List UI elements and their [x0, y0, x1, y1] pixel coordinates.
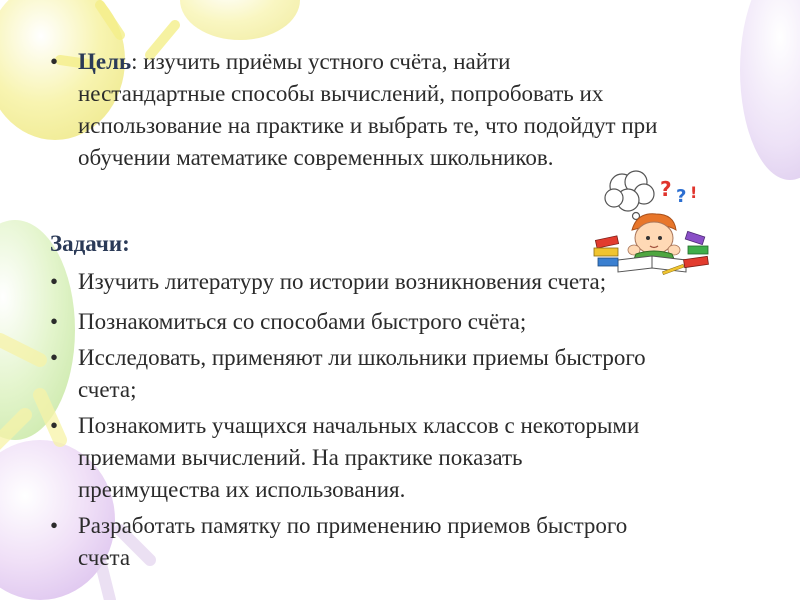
task-line: счета: [78, 545, 131, 570]
bullet-icon: •: [50, 309, 59, 334]
task-text: [78, 342, 646, 406]
bullet-icon: •: [50, 413, 59, 438]
task-line: Познакомить учащихся начальных классов с некоторыми: [78, 413, 640, 438]
task-line: преимущества их использования.: [78, 477, 406, 502]
svg-text:?: ?: [676, 186, 687, 207]
task-line: приемами вычислений. На практике показать: [78, 445, 523, 470]
task-line: Познакомиться со способами быстрого счёта;: [78, 309, 527, 334]
task-line: Изучить литературу по истории возникновения счета;: [78, 269, 607, 294]
bullet-icon: •: [50, 49, 59, 74]
svg-text:!: !: [690, 183, 698, 202]
goal-line: нестандартные способы вычислений, попробовать их: [78, 81, 604, 106]
svg-text:?: ?: [660, 177, 672, 201]
goal-label: Цель: [78, 49, 132, 74]
bullet-icon: •: [50, 513, 59, 538]
thinking-child-with-books-icon: [592, 168, 710, 280]
bullet-icon: •: [50, 345, 59, 370]
goal-text: [78, 46, 657, 174]
task-line: Разработать памятку по применению приемов быстрого: [78, 513, 628, 538]
task-line: счета;: [78, 377, 137, 402]
task-text: [78, 410, 639, 506]
tasks-title: Задачи:: [50, 231, 130, 256]
goal-line: использование на практике и выбрать те, что подойдут при: [78, 113, 658, 138]
task-text: [78, 306, 526, 338]
bullet-icon: •: [50, 269, 59, 294]
task-text: [78, 510, 627, 574]
goal-line: обучении математике современных школьников.: [78, 145, 554, 170]
task-line: Исследовать, применяют ли школьники приемы быстрого: [78, 345, 646, 370]
task-text: [78, 266, 606, 298]
goal-line: : изучить приёмы устного счёта, найти: [131, 49, 511, 74]
